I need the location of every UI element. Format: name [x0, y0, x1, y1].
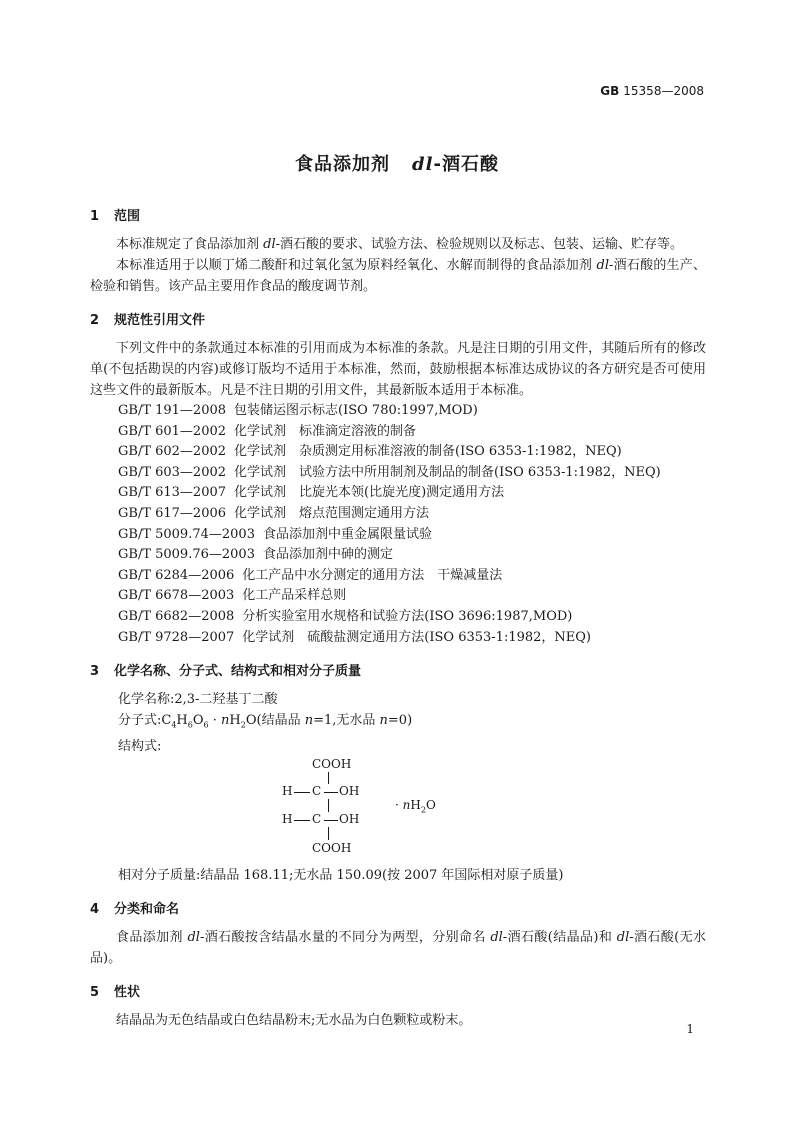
reference-item: [90, 586, 706, 607]
reference-code: GB/T 617—2006: [118, 505, 227, 521]
reference-title: 食品添加剂中重金属限量试验: [262, 526, 432, 542]
struct-cooh-top: COOH: [312, 756, 352, 771]
struct-h-2: H: [282, 811, 293, 826]
page-number: 1: [686, 1022, 694, 1036]
reference-item: [90, 401, 706, 422]
section-3-heading: 3 化学名称、分子式、结构式和相对分子质量: [90, 664, 362, 680]
reference-title: 包装储运图示标志(ISO 780:1997,MOD): [234, 403, 478, 418]
section-5-heading: 5 性状: [90, 984, 141, 1000]
molecular-mass: 相对分子质量:结晶品 168.11;无水品 150.09(按 2007 年国际相对原子质量): [118, 867, 564, 883]
section-5-para: 结晶品为无色结晶或白色结晶粉末;无水品为白色颗粒或粉末。: [116, 1012, 472, 1028]
section-1-heading: 1 范围: [90, 209, 141, 224]
struct-c-1: C: [312, 783, 322, 798]
reference-title: 食品添加剂中砷的测定: [262, 547, 393, 563]
standard-code: 15358—2008: [623, 84, 704, 98]
reference-code: GB/T 601—2002: [118, 423, 227, 439]
struct-oh-2: OH: [339, 811, 360, 826]
struct-oh-1: OH: [339, 783, 360, 798]
reference-list: [90, 401, 706, 648]
reference-title: 化学试剂 比旋光本领(比旋光度)测定通用方法: [234, 485, 505, 501]
reference-item: [90, 525, 706, 546]
reference-item: [90, 545, 706, 566]
section-2-heading: 2 规范性引用文件: [90, 313, 206, 328]
bond-top: [328, 772, 329, 784]
section-4-heading: 4 分类和命名: [90, 901, 180, 917]
struct-cooh-bottom: COOH: [312, 840, 352, 855]
molecular-formula: 分子式$:C_4H_6O_6 \cdot nH_2O$(结晶品 n=1,无水品 n=0): [118, 713, 413, 730]
section-1-para-2: 本标准适用于以顺丁烯二酸酐和过氧化氢为原料经氧化、水解而制得的食品添加剂 dl-酒石酸的生产、检验和销售。该产品主要用作食品的酸度调节剂。: [90, 258, 706, 294]
reference-item: [90, 422, 706, 443]
reference-item: [90, 566, 706, 587]
reference-item: [90, 607, 706, 628]
structure-label: 结构式:: [118, 738, 162, 754]
reference-code: GB/T 602—2002: [118, 444, 227, 460]
reference-title: 化工产品中水分测定的通用方法 干燥减量法: [242, 567, 503, 583]
title-main: 食品添加剂: [295, 154, 391, 175]
reference-code: GB/T 6284—2006: [118, 567, 235, 583]
reference-item: [90, 463, 706, 484]
bond-oh1: [324, 792, 338, 793]
reference-title: 化工产品采样总则: [242, 588, 347, 604]
chemical-name: 化学名称:2,3-二羟基丁二酸: [118, 692, 278, 708]
reference-code: GB/T 6682—2008: [118, 608, 235, 624]
bond-mid: [328, 799, 329, 812]
reference-title: 化学试剂 硫酸盐测定通用方法(ISO 6353-1:1982，NEQ): [242, 629, 592, 645]
reference-code: GB/T 9728—2007: [118, 629, 235, 645]
reference-code: GB/T 613—2007: [118, 485, 227, 501]
struct-h-1: H: [282, 783, 293, 798]
document-title: [0, 150, 794, 176]
title-suffix: -酒石酸: [433, 154, 499, 175]
reference-title: 化学试剂 试验方法中所用制剂及制品的制备(ISO 6353-1:1982，NEQ): [234, 464, 661, 480]
title-italic: dl: [412, 154, 434, 175]
struct-c-2: C: [312, 811, 322, 826]
bond-h1: [294, 792, 310, 793]
reference-item: [90, 442, 706, 463]
reference-code: GB/T 5009.74—2003: [118, 526, 255, 542]
reference-title: 化学试剂 杂质测定用标准溶液的制备(ISO 6353-1:1982，NEQ): [234, 444, 622, 460]
bond-h2: [294, 820, 310, 821]
reference-code: GB/T 6678—2003: [118, 588, 235, 604]
reference-title: 分析实验室用水规格和试验方法(ISO 3696:1987,MOD): [242, 608, 573, 624]
reference-item: [90, 483, 706, 504]
section-1-para-1: 本标准规定了食品添加剂 dl-酒石酸的要求、试验方法、检验规则以及标志、包装、运输、贮存等。: [116, 237, 684, 252]
bond-bottom: [328, 827, 329, 840]
section-2-intro: 下列文件中的条款通过本标准的引用而成为本标准的条款。凡是注日期的引用文件，其随后所有的修改单(不包括勘误的内容)或修订版均不适用于本标准，然而，鼓励根据本标准达成协议的各方研究是否可使用这些文件的最新版本。凡是不注日期的引用文件，其最新版本适用于本标准。: [90, 341, 706, 398]
structural-formula: [282, 756, 500, 865]
reference-title: 化学试剂 熔点范围测定通用方法: [234, 505, 430, 521]
standard-prefix: GB: [600, 84, 620, 98]
section-4-para: 食品添加剂 dl-酒石酸按含结晶水量的不同分为两型，分别命名 dl-酒石酸(结晶品)和 dl-酒石酸(无水品)。: [90, 929, 707, 966]
reference-code: GB/T 603—2002: [118, 464, 227, 480]
document-body: [90, 205, 706, 1031]
bond-oh2: [324, 820, 338, 821]
reference-item: [90, 504, 706, 525]
reference-code: GB/T 5009.76—2003: [118, 547, 255, 563]
standard-number: [600, 84, 704, 98]
reference-item: [90, 628, 706, 649]
reference-code: GB/T 191—2008: [118, 403, 227, 418]
struct-water: · $nH_2O$: [395, 797, 436, 815]
reference-title: 化学试剂 标准滴定溶液的制备: [234, 423, 417, 439]
